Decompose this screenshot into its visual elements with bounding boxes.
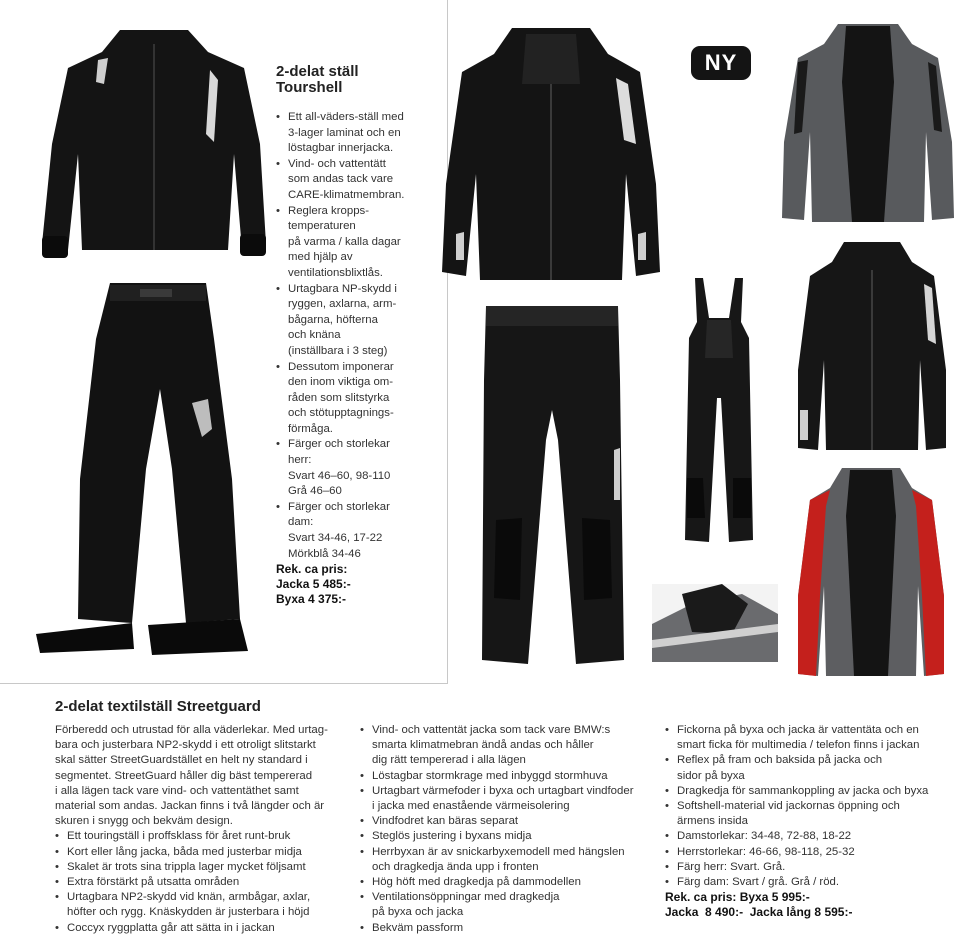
tourshell-jacket-image [38,24,270,268]
list-item: • Vindfodret kan bäras separat [360,814,650,829]
list-item: • Steglös justering i byxans midja [360,829,650,844]
tourshell-price: Rek. ca pris: Jacka 5 485:- Byxa 4 375:- [276,562,351,607]
streetguard-feature-list-3 [665,723,945,890]
list-item: • Urtagbara NP2-skydd vid knän, armbågar, axlar, höfter och rygg. Knäskydden är justerbara i höjd [55,890,345,920]
list-item: • Bekväm passform [360,921,650,936]
streetguard-column-3 [665,723,945,921]
list-item: • Färg dam: Svart / grå. Grå / röd. [665,875,945,890]
list-item: • Kort eller lång jacka, båda med justerbar midja [55,845,345,860]
list-item: • Färg herr: Svart. Grå. [665,860,945,875]
streetguard-intro: Förberedd och utrustad för alla väderlekar. Med urtag- bara och justerbara NP2-skydd i ett otroligt slitstarkt skal sätter StreetGuardstället en helt ny standard i segmentet. StreetGuard håller dig bäst tempererad i alla lägen tack vare vind- och vattentäthet samt material som andas. Jackan finns i två längder och är skuren i snygg och bekväm design. [55,724,328,828]
streetguard-black-jacket-image [440,24,662,290]
list-item: • Reflex på fram och baksida på jacka och sidor på byxa [665,753,945,783]
list-item: • Hög höft med dragkedja på dammodellen [360,875,650,890]
streetguard-column-1 [55,723,345,936]
tourshell-title: 2-delat ställ Tourshell [276,63,359,96]
list-item: • Vind- och vattentät jacka som tack vare BMW:s smarta klimatmebran ändå andas och håller dig rätt tempererad i alla lägen [360,723,650,769]
black-women-jacket-image [796,240,948,454]
list-item: • Ventilationsöppningar med dragkedja på byxa och jacka [360,890,650,920]
list-item: • Dessutom imponerar den inom viktiga om- råden som slitstyrka och stötupptagnings- förmåga. [276,360,446,438]
list-item: • Softshell-material vid jackornas öppning och ärmens insida [665,799,945,829]
list-item: • Dragkedja för sammankoppling av jacka och byxa [665,784,945,799]
list-item: • Ett touringställ i proffsklass för året runt-bruk [55,829,345,844]
list-item: • Löstagbar stormkrage med inbyggd stormhuva [360,769,650,784]
streetguard-column-2 [360,723,650,936]
new-badge: NY [691,46,751,80]
tourshell-pants-image [36,279,250,662]
tourshell-feature-list [276,110,446,562]
streetguard-bib-pants-image [683,278,755,546]
list-item: • Herrbyxan är av snickarbyxemodell med hängslen och dragkedja ända upp i fronten [360,845,650,875]
list-item: • Vind- och vattentätt som andas tack vare CARE-klimatmembran. [276,157,446,204]
list-item: • Herrstorlekar: 46-66, 98-118, 25-32 [665,845,945,860]
streetguard-title: 2-delat textilställ Streetguard [55,698,261,715]
streetguard-feature-list-1 [55,829,345,935]
list-item: • Fickorna på byxa och jacka är vattentäta och en smart ficka för multimedia / telefon finns i jackan [665,723,945,753]
list-item: • Skalet är trots sina trippla lager mycket följsamt [55,860,345,875]
list-item: • Färger och storlekar dam: Svart 34-46, 17-22 Mörkblå 34-46 [276,500,446,562]
list-item: • Urtagbara NP-skydd i ryggen, axlarna, arm- bågarna, höfterna och knäna (inställbara i 3 steg) [276,282,446,360]
list-item: • Urtagbart värmefoder i byxa och urtagbart vindfoder i jacka med enastående värmeisolering [360,784,650,814]
list-item: • Ett all-väders-ställ med 3-lager laminat och en löstagbar innerjacka. [276,110,446,157]
list-item: • Damstorlekar: 34-48, 72-88, 18-22 [665,829,945,844]
list-item: • Extra förstärkt på utsatta områden [55,875,345,890]
list-item: • Reglera kropps- temperaturen på varma / kalla dagar med hjälp av ventilationsblixtlås. [276,204,446,282]
streetguard-price: Rek. ca pris: Byxa 5 995:- Jacka 8 490:- Jacka lång 8 595:- [665,890,853,920]
streetguard-pants-image [478,300,626,670]
list-item: • Coccyx ryggplatta går att sätta in i jackan [55,921,345,936]
streetguard-feature-list-2 [360,723,650,936]
grey-red-jacket-image [796,466,946,680]
collar-detail-image [652,584,778,662]
tourshell-description [276,64,446,607]
streetguard-section [55,698,261,716]
grey-black-jacket-image [780,22,956,224]
list-item: • Färger och storlekar herr: Svart 46–60, 98-110 Grå 46–60 [276,437,446,499]
